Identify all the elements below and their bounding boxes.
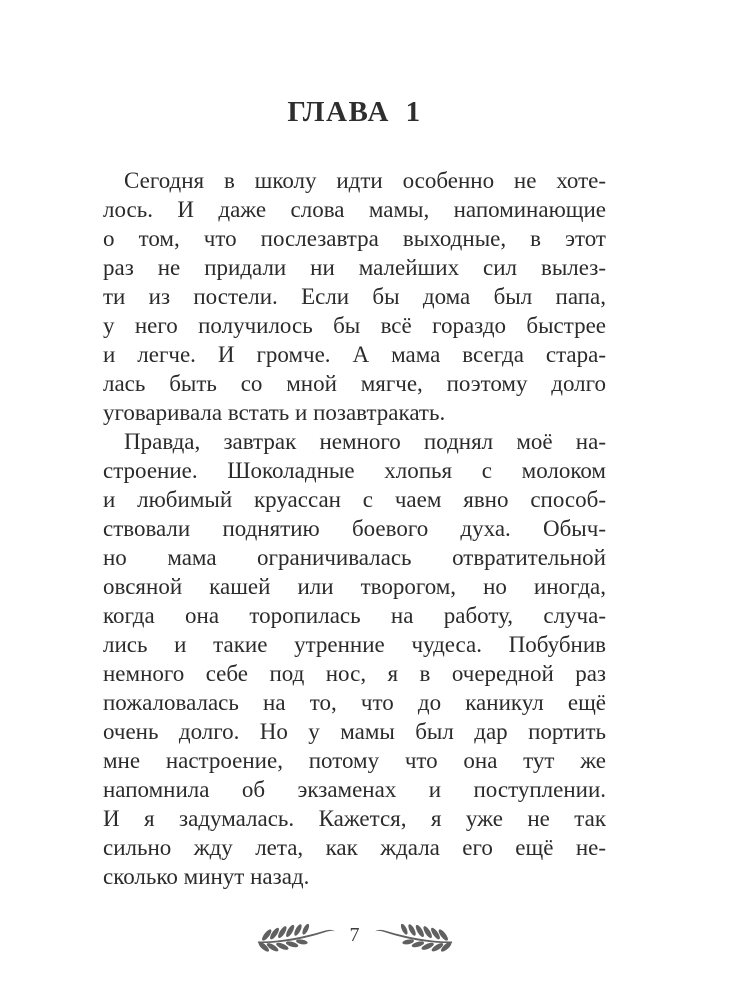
text-line: мне настроение, потому что она тут же (103, 748, 606, 773)
text-line: И я задумалась. Кажется, я уже не так (103, 806, 606, 831)
text-line: лись и такие утренние чудеса. Побубнив (103, 632, 606, 657)
text-line: очень долго. Но у мамы был дар портить (103, 719, 606, 744)
laurel-branch-left-icon (255, 922, 337, 952)
text-line: уговаривала встать и позавтракать. (103, 400, 446, 425)
text-line: ствовали поднятию боевого духа. Обыч- (103, 516, 606, 541)
text-line: напомнила об экзаменах и поступлении. (103, 777, 606, 802)
paragraph (103, 166, 606, 427)
text-line: раз не придали ни малейших сил вылез- (103, 255, 606, 280)
text-line: и легче. И громче. А мама всегда стара- (103, 342, 606, 367)
page-number: 7 (349, 924, 360, 946)
text-line: но мама ограничивалась отвратительной (103, 545, 606, 570)
paragraph (103, 427, 606, 891)
text-line: ти из постели. Если бы дома был папа, (103, 284, 606, 309)
text-line: строение. Шоколадные хлопья с молоком (103, 458, 606, 483)
text-line: лась быть со мной мягче, поэтому долго (103, 371, 606, 396)
text-line: у него получилось бы всё гораздо быстрее (103, 313, 606, 338)
text-line: когда она торопилась на работу, случа- (103, 603, 606, 628)
text-line: сколько минут назад. (103, 864, 310, 889)
text-line: сильно жду лета, как ждала его ещё не- (103, 835, 606, 860)
laurel-branch-right-icon (373, 922, 455, 952)
text-line: немного себе под нос, я в очередной раз (103, 661, 606, 686)
text-line: Правда, завтрак немного поднял моё на- (124, 429, 606, 454)
text-line: о том, что послезавтра выходные, в этот (103, 226, 606, 251)
text-line: Сегодня в школу идти особенно не хоте- (124, 168, 606, 193)
text-block (103, 166, 606, 891)
text-line: и любимый круассан с чаем явно способ- (103, 487, 606, 512)
text-line: овсяной кашей или творогом, но иногда, (103, 574, 606, 599)
text-line: лось. И даже слова мамы, напоминающие (103, 197, 606, 222)
page-footer (103, 922, 606, 952)
text-line: пожаловалась на то, что до каникул ещё (103, 690, 606, 715)
chapter-heading: ГЛАВА 1 (287, 96, 422, 128)
